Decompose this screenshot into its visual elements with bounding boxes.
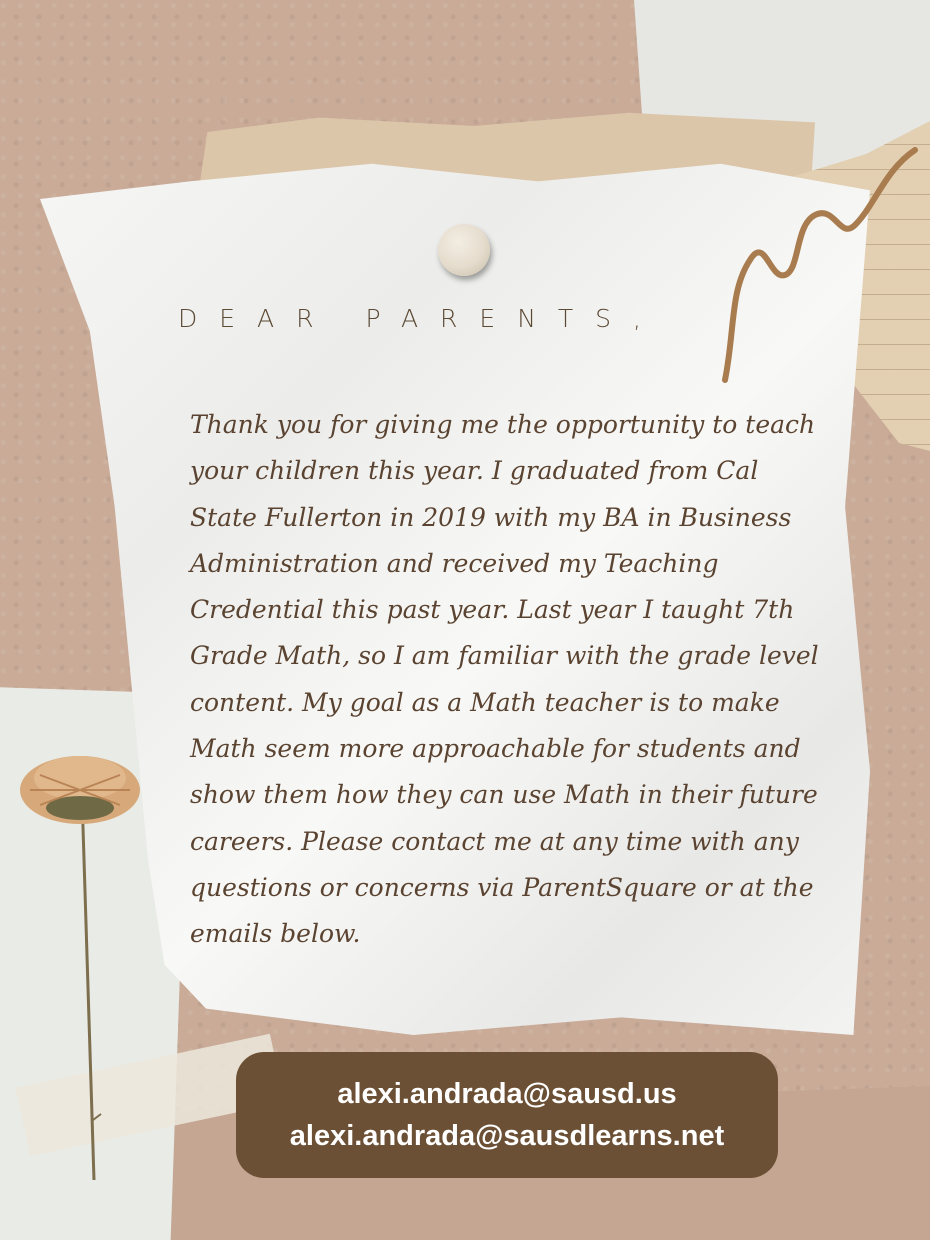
letter-body-text: Thank you for giving me the opportunity to teach your children this year. I graduated from Cal State Fullerton in 2019 with my BA in Business Administration and received my Teaching Credential this past year. Last year I taught 7th Grade Math, so I am familiar with the grade level content. My goal as a Math teacher is to make Math seem more approachable for students and show them how they can use Math in their future careers. Please contact me at any time with any questions or concerns via ParentSquare or at the emails below. (190, 410, 819, 949)
pushpin-icon (438, 224, 490, 276)
greeting-heading: DEAR PARENTS, (178, 304, 663, 333)
email-sausdlearns-link[interactable]: alexi.andrada@sausdlearns.net (289, 1120, 725, 1152)
scribble-decoration (715, 130, 930, 390)
contact-email-box (236, 1052, 778, 1178)
email-sausd-link[interactable]: alexi.andrada@sausd.us (337, 1078, 677, 1110)
dried-flower-icon (10, 720, 160, 1200)
